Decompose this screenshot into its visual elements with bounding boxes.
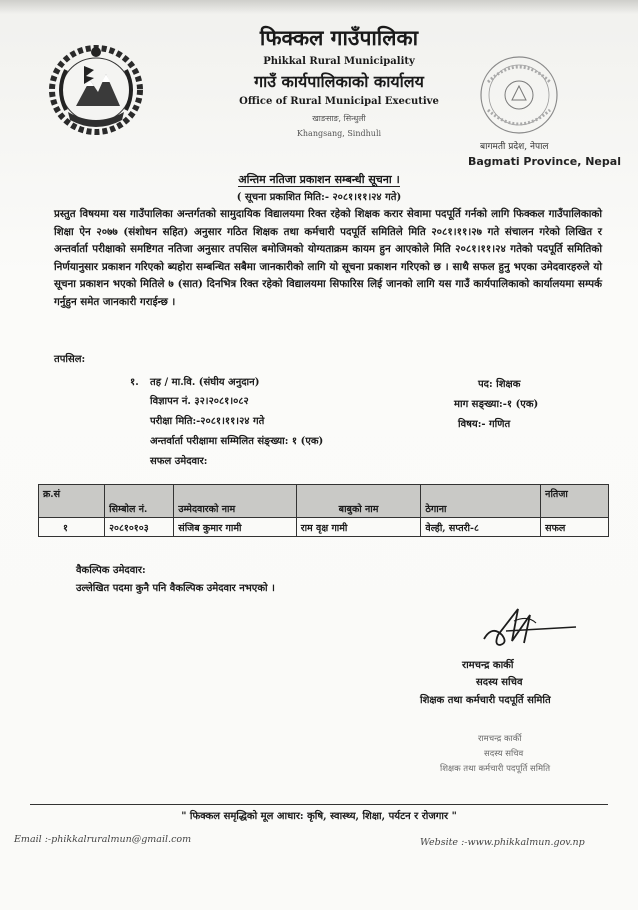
notice-title-text: अन्तिम नतिजा प्रकाशन सम्बन्धी सूचना । bbox=[238, 173, 400, 186]
province-nepali: बागमती प्रदेश, नेपाल bbox=[480, 142, 549, 152]
footer-email: Email :-phikkalruralmun@gmail.com bbox=[14, 834, 192, 845]
subject-text: विषय:- गणित bbox=[458, 419, 511, 430]
cell-father: राम वृक्ष गामी bbox=[296, 518, 421, 537]
exam-date: परीक्षा मिति:-२०८१।११।२४ गते bbox=[150, 416, 265, 427]
footer-website: Website :-www.phikkalmun.gov.np bbox=[420, 837, 585, 848]
footer-slogan: " फिक्कल समृद्धिको मूल आधार: कृषि, स्वास्थ्य, शिक्षा, पर्यटन र रोजगार " bbox=[181, 811, 457, 822]
col-result: नतिजा bbox=[541, 485, 609, 518]
stamp-committee: शिक्षक तथा कर्मचारी पदपूर्ति समिति bbox=[440, 764, 551, 774]
notice-title bbox=[0, 172, 638, 187]
interview-count: अन्तर्वार्ता परीक्षामा सम्मिलित संङ्ख्या: १ (एक) bbox=[150, 436, 324, 447]
col-address: ठेगाना bbox=[421, 485, 541, 518]
alternate-text: उल्लेखित पदमा कुनै पनि वैकल्पिक उमेदवार नभएको । bbox=[76, 583, 275, 594]
successful-label: सफल उमेदवार: bbox=[150, 456, 208, 467]
signatory-committee: शिक्षक तथा कर्मचारी पदपूर्ति समिति bbox=[420, 695, 551, 706]
cell-address: वेल्ही, सप्तरी-८ bbox=[421, 518, 541, 537]
table-row bbox=[39, 518, 609, 537]
post-text: पद: शिक्षक bbox=[478, 379, 521, 390]
alternate-heading: वैकल्पिक उमेदवार: bbox=[76, 565, 146, 576]
demand-count: माग सङ्ख्या:-१ (एक) bbox=[454, 399, 539, 410]
col-father: बाबुको नाम bbox=[296, 485, 421, 518]
municipality-title-english: Phikkal Rural Municipality bbox=[263, 56, 415, 67]
cell-symbol: २०८१०१०३ bbox=[105, 518, 174, 537]
advertisement-number: विज्ञापन नं. ३२।२०८१।०८२ bbox=[150, 396, 249, 407]
level-text: तह / मा.वि. (संघीय अनुदान) bbox=[150, 377, 260, 388]
col-candidate: उम्मेदवारको नाम bbox=[174, 485, 296, 518]
place-nepali: खाङसाङ, सिन्धुली bbox=[312, 114, 366, 123]
handwritten-signature bbox=[478, 601, 578, 651]
cell-sn: १ bbox=[39, 518, 105, 537]
table-header-row bbox=[39, 485, 609, 518]
municipality-seal bbox=[474, 52, 564, 138]
cell-candidate: संजिब कुमार गामी bbox=[174, 518, 296, 537]
col-sn: क्र.सं bbox=[39, 485, 105, 518]
notice-body: प्रस्तुत विषयमा यस गाउँपालिका अन्तर्गतको सामुदायिक विद्यालयमा रिक्त रहेको शिक्षक करार सेवामा पदपूर्ति गर्नको लागि फिक्कल गाउँपालिकाको शिक्षा ऐन २०७७ (संशोधन सहित) अनुसार गठित शिक्षक तथा कर्मचारी पदपूर्ति समितिले मिति २०८१।११।२७ गते संचालन गरेको लिखित र अन्तर्वार्ता परीक्षाको समष्टिगत नतिजा अनुसार तपसिल बमोजिमको योग्यताक्रम कायम हुन आएकोले मिति २०८१।११।२४ गतेको पदपूर्ति समितिको निर्णयानुसार प्रकाशन गरिएको ब्यहोरा सम्बन्धित सबैमा जानकारीको लागि यो सूचना प्रकाशन गरिएको छ । साथै सफल हुनु भएका उमेदवारहरुले यो सूचना प्रकाशन भएको मितिले ७ (सात) दिनभित्र रिक्त रहेको विद्यालयमा सिफारिस लिई जानको लागि यस गाउँ कार्यपालिकाको कार्यालयमा सम्पर्क गर्नुहुन समेत जानकारी गराईन्छ । bbox=[54, 208, 602, 308]
cell-result: सफल bbox=[541, 518, 609, 537]
stamp-position: सदस्य सचिव bbox=[484, 749, 524, 759]
results-table bbox=[38, 484, 609, 537]
office-title-english: Office of Rural Municipal Executive bbox=[239, 96, 439, 107]
notice-date: ( सूचना प्रकाशित मिति:- २०८१।११।२४ गते) bbox=[236, 192, 402, 203]
item-number: १. bbox=[130, 377, 139, 388]
office-title-nepali: गाउँ कार्यपालिकाको कार्यालय bbox=[254, 72, 424, 91]
signatory-name: रामचन्द्र कार्की bbox=[462, 660, 514, 671]
signatory-position: सदस्य सचिव bbox=[476, 677, 523, 688]
place-english: Khangsang, Sindhuli bbox=[296, 129, 382, 138]
province-english: Bagmati Province, Nepal bbox=[468, 155, 621, 168]
scan-shadow bbox=[0, 0, 638, 14]
stamp-name: रामचन्द्र कार्की bbox=[478, 734, 522, 744]
municipality-title-nepali: फिक्कल गाउँपालिका bbox=[259, 25, 419, 50]
col-symbol: सिम्बोल नं. bbox=[105, 485, 174, 518]
footer-divider bbox=[30, 804, 608, 805]
tapasil-label: तपसिल: bbox=[54, 354, 86, 365]
